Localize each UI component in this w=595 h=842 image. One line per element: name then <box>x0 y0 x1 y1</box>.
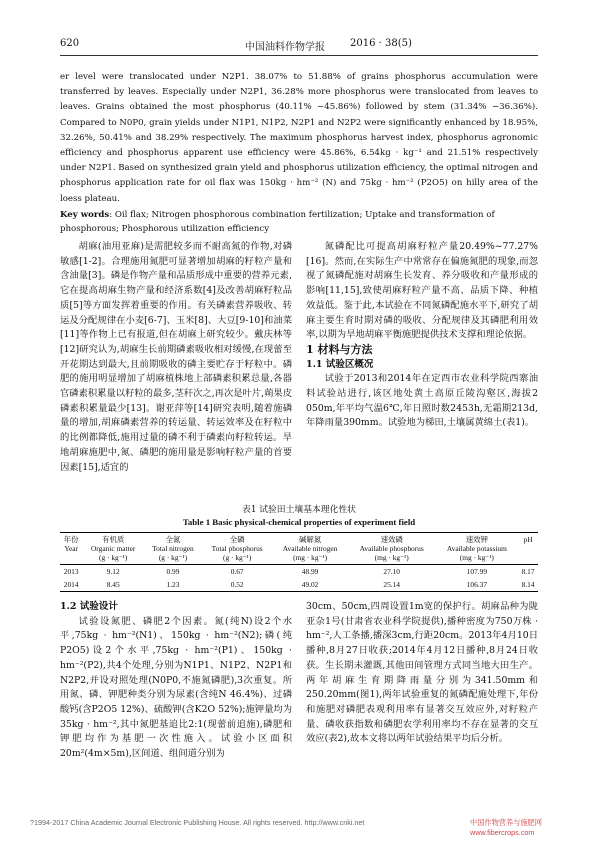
table-cell: 9.12 <box>106 567 120 576</box>
journal-name: 中国油料作物学报 <box>245 42 325 53</box>
table-column-header: 速效磷 Available phosphorus (mg · kg⁻¹) <box>359 535 424 562</box>
table-cell: 8.45 <box>106 580 120 589</box>
intro-paragraph: 胡麻(油用亚麻)是需肥较多而不耐高氮的作物,对磷敏感[1-2]。合理施用氮肥可显著增加胡麻的籽粒产量和含油量[3]。磷是作物产量和品质形成中重要的营养元素,它在提高胡麻生物产量和经济系数[4]及改善胡麻籽粒品质[5]等方面发挥着重要的作用。有关磷素营养吸收、转运及分配规律在小麦[6-7]、玉米[8]、大豆[9-10]和油菜[11]等作物上已有报道,但在胡麻上研究较少。戴庆林等[12]研究认为,胡麻生长前期磷素吸收相对缓慢,在现蕾至开花期达到最大,且前期吸收的磷主要贮存于籽粒中。磷肥的施用明显增加了胡麻植株地上部磷素积累总量,各器官磷素积累量以籽粒的最多,茎秆次之,再次是叶片,蒴果皮磷素积累量最少[13]。谢亚萍等[14]研究表明,随着施磷量的增加,胡麻磷素营养的转运量、转运效率及在籽粒中的比例都降低,施用过量的磷不利于磷素向籽粒转运。旱地胡麻施肥中,氮、磷肥的施用量是影响籽粒产量的首要因素[15],适宜的 <box>60 241 292 473</box>
table-row <box>60 578 538 592</box>
table-cell: 0.99 <box>166 567 180 576</box>
table-cell: 106.37 <box>466 580 488 589</box>
left-column <box>60 240 292 475</box>
keywords-text: : Oil flax; Nitrogen phosphorous combination fertilization; Uptake and transformation of phosphorous; Phosphorous utilization efficiency <box>60 210 495 234</box>
design-right-column <box>306 600 538 747</box>
table-column-header: pH <box>523 535 533 544</box>
section-heading: 1 材料与方法 <box>306 342 373 356</box>
intro-paragraph-cont: 氮磷配比可提高胡麻籽粒产量20.49%~77.27%[16]。然而,在实际生产中常常存在偏施氮肥的现象,而忽视了氮磷配施对胡麻生长发育、养分吸收和产量形成的影响[11,15],致使胡麻籽粒产量不高、品质下降、种植效益低。鉴于此,本试验在不同氮磷配施水平下,研究了胡麻主要生育时期对磷的吸收、分配规律及其磷肥利用效率,以期为旱地胡麻平衡施肥提供技术支撑和理论依据。 <box>306 241 538 341</box>
right-column <box>306 240 538 431</box>
table-cell: 2013 <box>63 567 79 576</box>
table-caption-en: Table 1 Basic physical-chemical properties of experiment field <box>182 517 416 527</box>
table-cell: 0.67 <box>230 567 244 576</box>
table-column-header: 全磷 Total phosphorus (g · kg⁻¹) <box>211 535 263 562</box>
table-cell: 27.10 <box>383 567 401 576</box>
table-cell: 8.17 <box>521 567 535 576</box>
subsection-heading: 1.1 试验区概况 <box>306 358 374 370</box>
abstract-paragraph: er level were translocated under N2P1. 38.07% to 51.88% of grains phosphorus accumulation were transferred by leaves. Especially under N2P1, 36.28% more phosphorus were translocated from leaves to leaves. Grains obtained the most phosphorus (40.11% −45.86%) followed by stem (31.34% −36.36%). Compared to N0P0, grain yields under N1P1, N1P2, N2P1 and N2P2 were significantly enhanced by 18.95%, 32.26%, 50.41% and 38.29% respectively. The maximum phosphorus harvest index, phosphorus agronomic efficiency and phosphorus apparent use efficiency were 45.86%, 6.54kg · kg⁻¹ and 21.51% respectively under N2P1. Based on synthesized grain yield and phosphorus utilization efficiency, the optimal nitrogen and phosphorus application rate for oil flax was 150kg · hm⁻² (N) and 75kg · hm⁻² (P2O5) on hilly area of the loess plateau. <box>60 72 538 204</box>
page-number: 620 <box>60 38 80 49</box>
table-column-header: 速效钾 Available potassium (mg · kg⁻¹) <box>446 535 507 562</box>
table-cell: 8.14 <box>521 580 535 589</box>
watermark-text: 中国作物营养与施肥网 www.fibercrops.com <box>470 818 542 837</box>
copyright-text: ?1994-2017 China Academic Journal Electronic Publishing House. All rights reserved. http://www.cnki.net <box>30 818 365 827</box>
keywords-label: Key words <box>60 210 110 220</box>
design-paragraph-cont: 30cm、50cm,四周设置1m宽的保护行。胡麻品种为陇亚杂1号(甘肃省农业科学院提供),播种密度为750万株 · hm⁻²,人工条播,播深3cm,行距20cm。2013年4月10日播种,8月27日收获;2014年4月12日播种,8月24日收获。生长期未灌溉,其他田间管理方式同当地大田生产。两年胡麻生育期降雨量分别为341.50mm和250.20mm(图1),两年试验重复的氮磷配施处理下,年份和施肥对磷肥表观利用率有显著交互效应外,对籽粒产量、磷收获指数和磷肥农学利用率均不存在显著的交互效应(表2),故本文将以两年试验结果平均后分析。 <box>306 601 538 745</box>
table-cell: 49.02 <box>301 580 319 589</box>
running-header <box>60 38 540 54</box>
table-header-row <box>60 533 538 565</box>
table-column-header: 碱解氮 Available nitrogen (mg · kg⁻¹) <box>282 535 338 562</box>
table-cell: 25.14 <box>383 580 401 589</box>
table-column-header: 有机质 Organic matter (g · kg⁻¹) <box>90 535 136 562</box>
table-cell: 48.99 <box>301 567 319 576</box>
header-rule <box>60 55 538 56</box>
english-abstract <box>60 70 538 207</box>
design-paragraph: 试验设氮肥、磷肥2个因素。氮(纯N)设2个水平,75kg · hm⁻²(N1)、150kg · hm⁻²(N2);磷(纯P2O5)设2个水平,75kg · hm⁻²(P1)、150kg · hm⁻²(P2),共4个处理,分别为N1P1、N1P2、N2P1和N2P2,并设对照处理(N0P0,不施氮磷肥),3次重复。所用氮、磷、钾肥种类分别为尿素(含纯N 46.4%)、过磷酸钙(含P2O5 12%)、硫酸钾(含K2O 52%);施钾量均为35kg · hm⁻²,其中氮肥基追比2:1(现蕾前追施),磷肥和钾肥均作为基肥一次性施入。试验小区面积20m²(4m×5m),区间道、组间道分别为 <box>60 615 292 760</box>
table-cell: 107.99 <box>466 567 488 576</box>
table-cell: 1.23 <box>166 580 180 589</box>
table-cell: 0.52 <box>230 580 244 589</box>
site-paragraph: 试验于2013和2014年在定西市农业科学院西寨油料试验站进行,该区地处黄土高原丘陵沟壑区,海拔2 050m,年平均气温6℃,年日照时数2453h,无霜期213d,年降雨量390mm。试验地为梯田,土壤属黄绵土(表1)。 <box>306 373 538 429</box>
design-left-column <box>60 600 292 762</box>
table-body <box>60 565 538 592</box>
soil-properties-table <box>60 532 538 592</box>
table-caption-cn: 表1 试验田土壤基本理化性状 <box>242 505 356 515</box>
volume-issue: 2016 · 38(5) <box>350 38 412 49</box>
table-column-header: 全氮 Total nitrogen (g · kg⁻¹) <box>152 535 194 562</box>
subsection-heading-design: 1.2 试验设计 <box>60 601 118 612</box>
table-column-header: 年份 Year <box>63 535 79 553</box>
keywords <box>60 208 538 236</box>
table-row <box>60 565 538 579</box>
table-caption <box>60 504 538 528</box>
table-cell: 2014 <box>63 580 79 589</box>
